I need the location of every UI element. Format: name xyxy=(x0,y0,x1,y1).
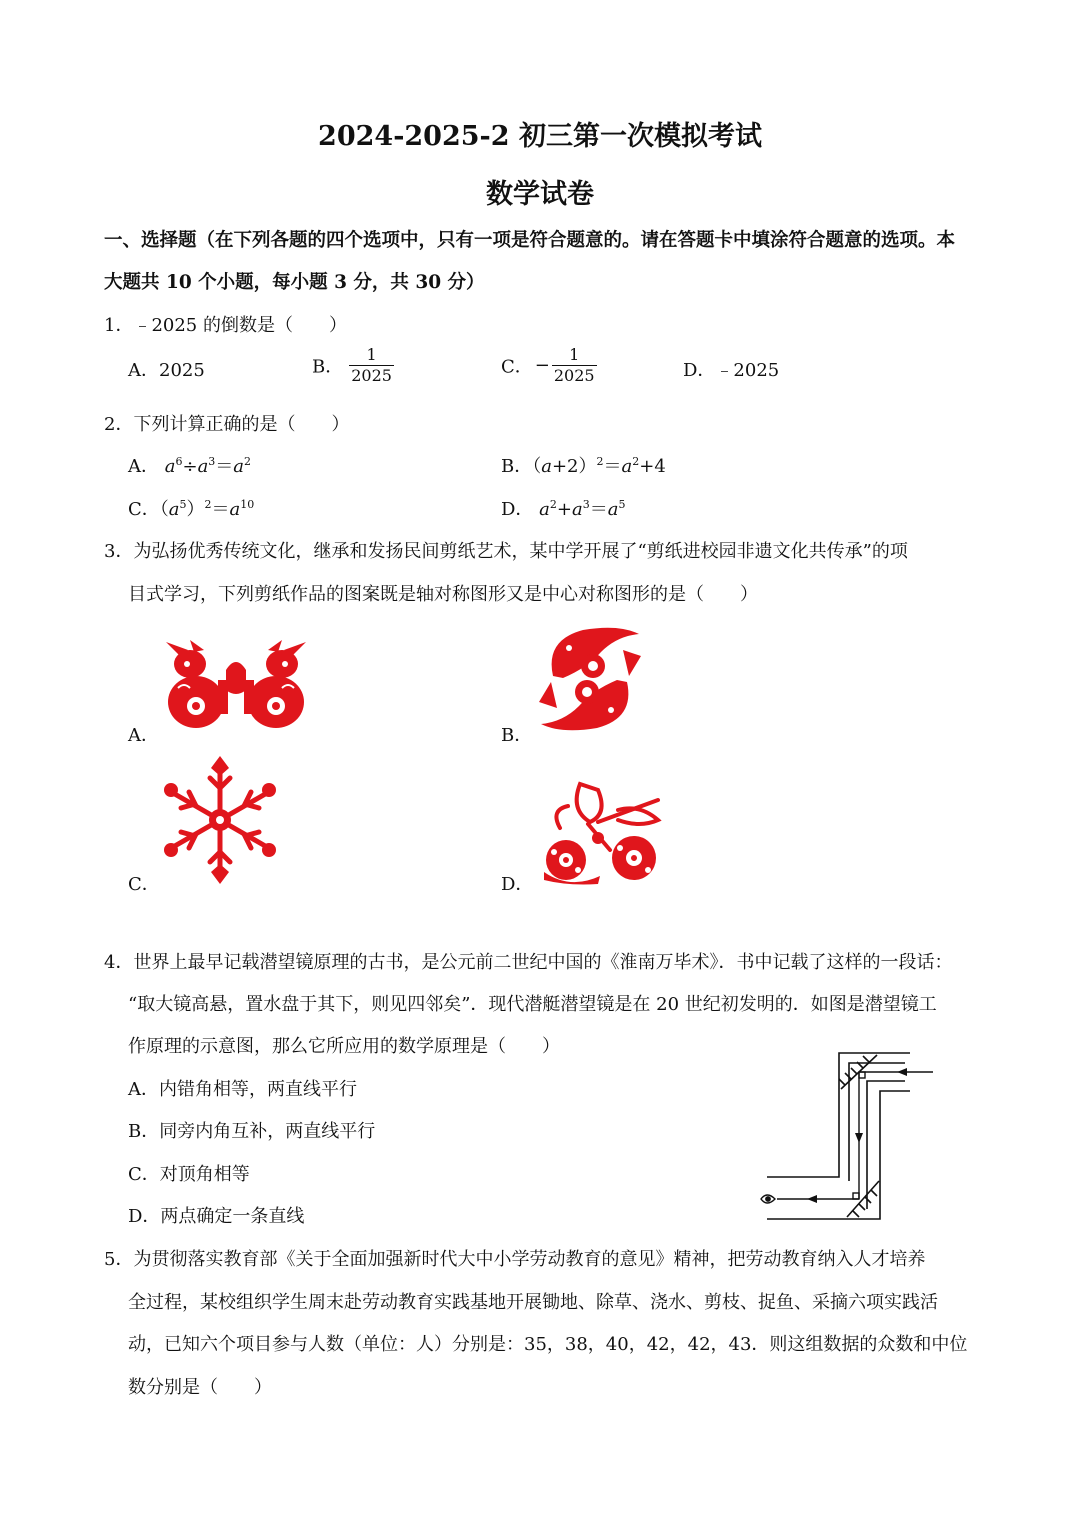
papercut-rabbits-image[interactable] xyxy=(160,640,312,736)
q2-option-a[interactable] xyxy=(128,452,251,478)
q3-option-c-label[interactable]: C． xyxy=(128,874,160,895)
q2-option-c[interactable] xyxy=(128,495,254,521)
q2-exp: 3 xyxy=(208,455,216,468)
q4-option-a[interactable]: A．内错角相等，两直线平行 xyxy=(128,1079,357,1100)
q2-paren: （ xyxy=(532,456,542,477)
q1-option-b-label: B． xyxy=(312,356,344,378)
q3-option-b-label[interactable]: B． xyxy=(501,725,533,746)
q2-exp: 5 xyxy=(618,498,626,511)
q2-option-d-label: D． xyxy=(501,499,534,520)
periscope-diagram xyxy=(755,1045,940,1225)
eye-icon xyxy=(761,1195,775,1203)
q2-option-b-label: B． xyxy=(501,456,533,477)
q3-option-d-label[interactable]: D． xyxy=(501,874,534,895)
q5-stem-line1: 5．为贯彻落实教育部《关于全面加强新时代大中小学劳动教育的意见》精神，把劳动教育纳入人才培养 xyxy=(104,1249,926,1270)
q3-stem-line1: 3．为弘扬优秀传统文化，继承和发扬民间剪纸艺术，某中学开展了“剪纸进校园非遗文化共传承”的项 xyxy=(104,541,908,562)
q5-stem-line4: 数分别是（ ） xyxy=(128,1377,272,1398)
q2-paren: （ xyxy=(159,499,169,520)
q2-option-b[interactable] xyxy=(501,452,666,478)
q2-exp: 5 xyxy=(179,498,187,511)
q1-option-d-label: D． xyxy=(683,360,716,381)
q1-option-c[interactable] xyxy=(501,345,597,386)
papercut-dragonfly-flowers-image[interactable] xyxy=(540,780,670,886)
q2-option-a-label: A． xyxy=(128,456,159,477)
q5-stem-line2: 全过程，某校组织学生周末赴劳动教育实践基地开展锄地、除草、浇水、剪枝、捉鱼、采摘六项实践活 xyxy=(128,1292,938,1313)
q2-exp: 3 xyxy=(582,498,590,511)
q4-option-b[interactable]: B．同旁内角互补，两直线平行 xyxy=(128,1121,376,1142)
q1-option-c-numerator: 1 xyxy=(569,345,580,364)
q1-option-b[interactable] xyxy=(312,345,394,386)
q2-term: +4 xyxy=(639,456,666,477)
q2-exp: 2 xyxy=(596,455,604,468)
q3-option-a-label[interactable]: A． xyxy=(128,725,159,746)
q2-var: a xyxy=(233,456,245,477)
q4-stem-line1: 4．世界上最早记载潜望镜原理的古书，是公元前二世纪中国的《淮南万毕术》．书中记载了这样的一段话： xyxy=(104,952,953,973)
q2-paren: ） xyxy=(186,499,205,520)
q2-exp: 2 xyxy=(632,455,640,468)
q1-option-b-numerator: 1 xyxy=(366,345,377,364)
q2-eq: ＝ xyxy=(603,456,622,477)
q1-option-d-value: ﹣2025 xyxy=(715,360,780,381)
q2-var: a xyxy=(621,456,633,477)
q1-option-b-fraction xyxy=(349,345,394,386)
page-subtitle: 数学试卷 xyxy=(486,179,594,210)
q1-option-a-value: 2025 xyxy=(159,360,205,381)
q2-exp: 2 xyxy=(204,498,212,511)
q1-option-c-denominator: 2025 xyxy=(553,366,595,385)
q3-stem-line2: 目式学习，下列剪纸作品的图案既是轴对称图形又是中心对称图形的是（ ） xyxy=(128,584,758,605)
q2-var: a xyxy=(572,499,583,520)
q2-exp: 10 xyxy=(240,498,255,511)
q2-exp: 2 xyxy=(549,498,557,511)
q4-stem-line2: “取大镜高悬，置水盘于其下，则见四邻矣”．现代潜艇潜望镜是在 20 世纪初发明的．如图是潜望镜工 xyxy=(128,994,937,1015)
q2-var: a xyxy=(164,456,176,477)
q2-eq: ＝ xyxy=(589,499,608,520)
q2-var: a xyxy=(197,456,209,477)
q1-option-a[interactable] xyxy=(128,356,205,382)
q2-stem: 2．下列计算正确的是（ ） xyxy=(104,414,350,435)
q2-term: +2） xyxy=(551,456,597,477)
q2-option-c-label: C． xyxy=(128,499,160,520)
q5-stem-line3: 动，已知六个项目参与人数（单位：人）分别是：35，38，40，42，42，43．则这组数据的众数和中位 xyxy=(128,1334,968,1355)
q2-var: a xyxy=(168,499,180,520)
q2-eq: ＝ xyxy=(215,456,234,477)
page-title: 2024-2025-2 初三第一次模拟考试 xyxy=(318,121,762,152)
q2-var: a xyxy=(539,499,550,520)
q1-option-c-fraction xyxy=(552,345,597,386)
q1-option-a-label: A． xyxy=(128,360,159,381)
q1-option-c-sign: − xyxy=(534,355,550,376)
q1-stem: 1．﹣2025 的倒数是（ ） xyxy=(104,315,347,336)
q2-op: + xyxy=(556,499,572,520)
section-heading-line1: 一、选择题（在下列各题的四个选项中，只有一项是符合题意的。请在答题卡中填涂符合题意的选项。本 xyxy=(104,230,956,251)
q1-option-b-denominator: 2025 xyxy=(351,366,392,385)
papercut-fish-image[interactable] xyxy=(535,622,645,736)
q2-exp: 6 xyxy=(175,455,183,468)
q2-eq: ＝ xyxy=(211,499,230,520)
q2-option-d[interactable] xyxy=(501,495,625,521)
q4-stem-line3: 作原理的示意图，那么它所应用的数学原理是（ ） xyxy=(128,1036,560,1057)
q1-option-c-label: C． xyxy=(501,356,533,378)
q1-option-d[interactable] xyxy=(683,356,779,382)
section-heading-line2: 大题共 10 个小题，每小题 3 分，共 30 分） xyxy=(104,272,485,293)
q2-var: a xyxy=(607,499,619,520)
q2-var: a xyxy=(541,456,552,477)
q2-op: ÷ xyxy=(182,456,198,477)
q2-var: a xyxy=(229,499,241,520)
q2-exp: 2 xyxy=(244,455,252,468)
q4-option-c[interactable]: C．对顶角相等 xyxy=(128,1164,250,1185)
papercut-snowflake-image[interactable] xyxy=(163,756,277,884)
q4-option-d[interactable]: D．两点确定一条直线 xyxy=(128,1206,305,1227)
